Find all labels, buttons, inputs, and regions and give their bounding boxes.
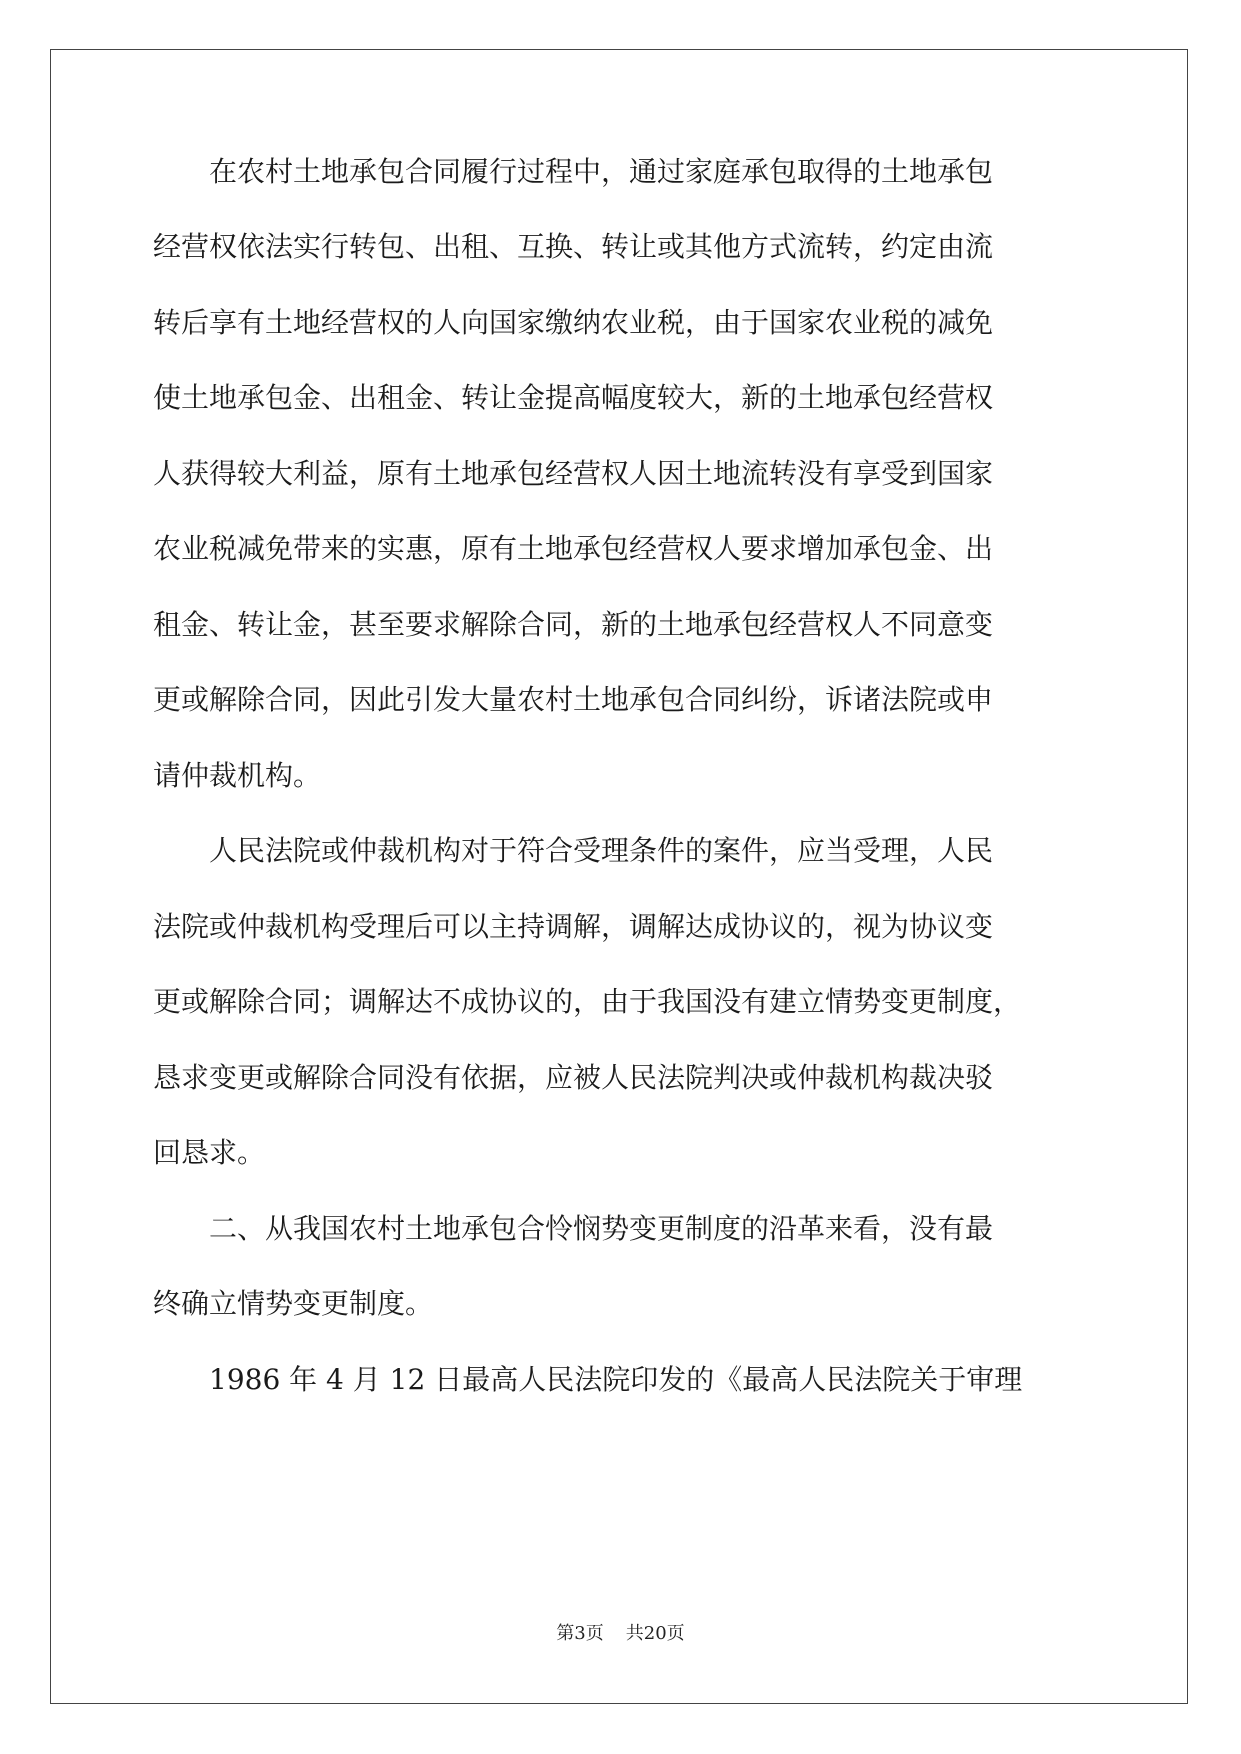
text-line: 请仲裁机构。 — [153, 759, 322, 792]
text-line: 恳求变更或解除合同没有依据，应被人民法院判决或仲裁机构裁决驳 — [153, 1061, 994, 1094]
text-line: 农业税减免带来的实惠，原有土地承包经营权人要求增加承包金、出 — [153, 532, 994, 565]
text-line: 人获得较大利益，原有土地承包经营权人因土地流转没有享受到国家 — [153, 457, 994, 490]
page-border — [50, 49, 1188, 1704]
text-line: 二、从我国农村土地承包合怜悯势变更制度的沿革来看，没有最 — [153, 1212, 994, 1245]
text-line: 法院或仲裁机构受理后可以主持调解，调解达成协议的，视为协议变 — [153, 910, 994, 943]
text-line: 转后享有土地经营权的人向国家缴纳农业税，由于国家农业税的减免 — [153, 306, 994, 339]
text-line: 回恳求。 — [153, 1136, 266, 1169]
page-footer — [0, 1622, 1241, 1646]
page-number: 第3页 — [556, 1623, 604, 1644]
text-line: 在农村土地承包合同履行过程中，通过家庭承包取得的土地承包 — [153, 155, 994, 188]
text-line: 人民法院或仲裁机构对于符合受理条件的案件，应当受理，人民 — [153, 834, 994, 867]
text-line: 经营权依法实行转包、出租、互换、转让或其他方式流转，约定由流 — [153, 230, 994, 263]
page-total: 共20页 — [625, 1623, 685, 1644]
text-line: 更或解除合同，因此引发大量农村土地承包合同纠纷，诉诸法院或申 — [153, 683, 994, 716]
text-line: 租金、转让金，甚至要求解除合同，新的土地承包经营权人不同意变 — [153, 608, 994, 641]
text-line: 使土地承包金、出租金、转让金提高幅度较大，新的土地承包经营权 — [153, 381, 994, 414]
text-line: 终确立情势变更制度。 — [153, 1287, 434, 1320]
text-line: 1986 年 4 月 12 日最高人民法院印发的《最高人民法院关于审理 — [153, 1363, 1023, 1396]
text-line: 更或解除合同；调解达不成协议的，由于我国没有建立情势变更制度， — [153, 985, 1022, 1018]
